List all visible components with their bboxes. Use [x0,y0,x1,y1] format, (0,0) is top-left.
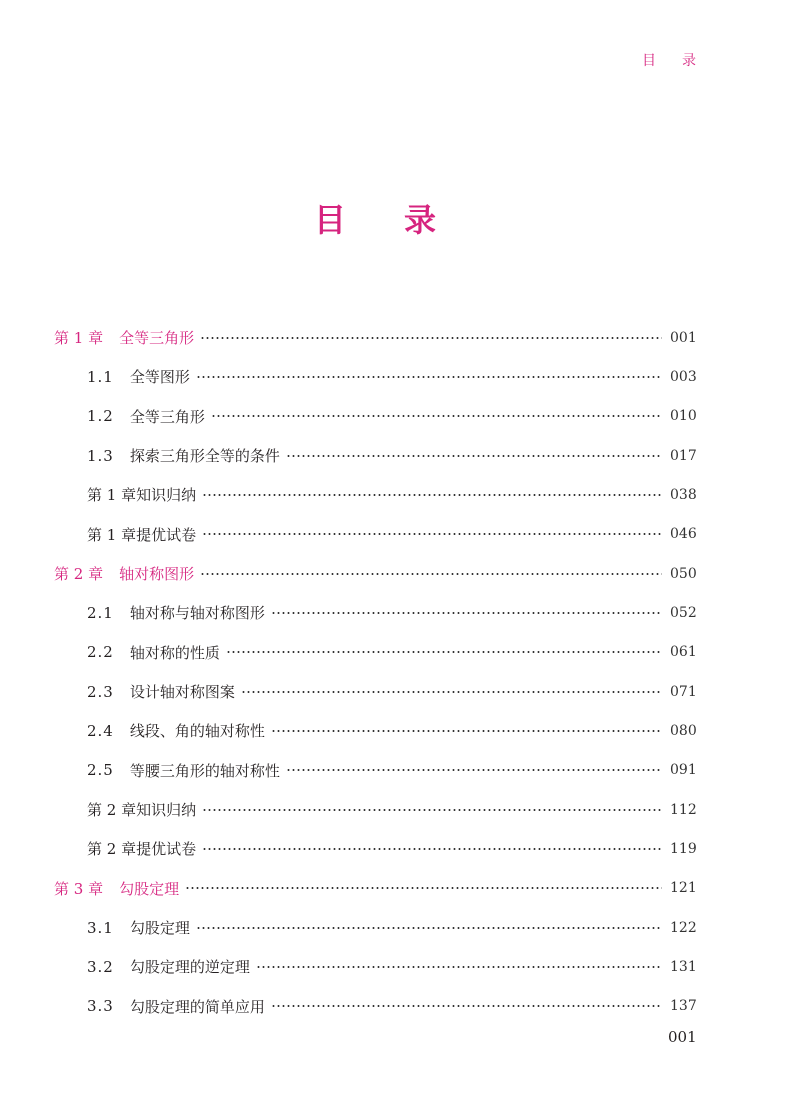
running-header [642,50,696,70]
section-number: 1.1 [87,367,114,386]
toc-page-number: 061 [670,644,697,661]
toc-entry-section[interactable] [54,908,696,947]
toc-entry-section[interactable] [54,357,696,396]
toc-page-number: 001 [670,329,697,346]
summary-title: 第 1 章提优试卷 [87,525,197,544]
section-number: 3.2 [87,957,114,976]
toc-entry-label [87,524,196,545]
section-title: 等腰三角形的轴对称性 [129,761,280,780]
toc-page-number: 137 [670,998,697,1015]
toc-entry-label [87,838,196,859]
dot-leader [196,922,662,934]
dot-leader [241,686,662,698]
page-title [314,195,436,241]
section-title: 探索三角形全等的条件 [129,447,280,466]
toc-entry-label [87,642,220,663]
toc-entry-section[interactable] [54,593,696,632]
toc-page-number: 046 [670,526,697,543]
page-title-char-1: 目 [314,201,347,239]
toc-page-number: 131 [670,958,697,975]
summary-title: 第 2 章提优试卷 [87,840,197,859]
dot-leader [271,607,662,619]
toc-page-number: 112 [670,801,697,818]
section-title: 线段、角的轴对称性 [129,722,265,741]
toc-page-number: 003 [670,368,697,385]
dot-leader [202,489,662,501]
toc-entry-label [87,956,250,977]
toc-entry-label [87,917,190,938]
toc-entry-chapter[interactable] [54,318,696,357]
dot-leader [200,332,662,344]
toc-page-number: 017 [670,447,697,464]
section-number: 2.4 [87,721,114,740]
dot-leader [271,725,662,737]
section-number: 2.3 [87,682,114,701]
section-title: 轴对称的性质 [129,643,220,662]
section-title: 设计轴对称图案 [129,683,235,702]
summary-title: 第 1 章知识归纳 [87,486,197,505]
dot-leader [286,764,662,776]
toc-entry-summary[interactable] [54,515,696,554]
toc-page-number: 071 [670,683,697,700]
toc-entry-label [54,878,179,899]
section-number: 2.1 [87,603,114,622]
toc-entry-section[interactable] [54,436,696,475]
page-number: 001 [668,1028,697,1046]
toc-entry-label [87,720,265,741]
toc-page-number: 121 [670,880,697,897]
toc-page-number: 080 [670,722,697,739]
toc-entry-label [54,563,194,584]
section-number: 3.3 [87,997,114,1016]
section-title: 全等图形 [129,368,190,387]
toc-page-number: 091 [670,762,697,779]
toc-entry-label [87,996,265,1017]
toc-entry-section[interactable] [54,397,696,436]
section-title: 全等三角形 [129,407,205,426]
dot-leader [200,568,662,580]
toc-entry-label [87,484,196,505]
section-number: 1.3 [87,446,114,465]
toc-entry-label [87,445,280,466]
toc-page-number: 038 [670,486,697,503]
toc-page-number: 052 [670,604,697,621]
toc-entry-label [87,799,196,820]
toc-entry-section[interactable] [54,947,696,986]
running-header-char-1: 目 [642,53,656,69]
dot-leader [202,528,662,540]
toc-entry-label [87,681,235,702]
summary-title: 第 2 章知识归纳 [87,801,197,820]
chapter-title: 勾股定理 [119,879,180,898]
dot-leader [286,450,662,462]
toc-entry-label [87,406,205,427]
dot-leader [202,804,662,816]
chapter-title: 全等三角形 [119,329,195,348]
dot-leader [202,843,662,855]
chapter-number: 第 2 章 [54,565,104,584]
chapter-number: 第 3 章 [54,879,104,898]
page-title-char-2: 录 [404,201,437,239]
chapter-title: 轴对称图形 [119,565,195,584]
section-number: 2.5 [87,761,114,780]
dot-leader [226,646,662,658]
chapter-number: 第 1 章 [54,329,104,348]
toc-page-number: 050 [670,565,697,582]
dot-leader [256,961,662,973]
toc-entry-label [87,760,280,781]
toc-entry-summary[interactable] [54,790,696,829]
toc-page-number: 010 [670,408,697,425]
dot-leader [185,882,662,894]
toc-entry-label [54,327,194,348]
toc-page-number: 119 [670,840,697,857]
section-title: 轴对称与轴对称图形 [129,604,265,623]
dot-leader [271,1000,662,1012]
table-of-contents [54,318,696,1026]
section-number: 1.2 [87,407,114,426]
toc-entry-section[interactable] [54,751,696,790]
toc-entry-section[interactable] [54,711,696,750]
toc-entry-section[interactable] [54,672,696,711]
dot-leader [211,410,662,422]
toc-entry-summary[interactable] [54,475,696,514]
toc-entry-label [87,366,190,387]
toc-entry-summary[interactable] [54,829,696,868]
running-header-char-2: 录 [682,53,696,69]
section-number: 3.1 [87,918,114,937]
dot-leader [196,371,662,383]
section-number: 2.2 [87,643,114,662]
section-title: 勾股定理的逆定理 [129,958,250,977]
toc-entry-section[interactable] [54,987,696,1026]
toc-entry-section[interactable] [54,633,696,672]
toc-entry-chapter[interactable] [54,554,696,593]
section-title: 勾股定理的简单应用 [129,997,265,1016]
toc-page-number: 122 [670,919,697,936]
toc-entry-label [87,602,265,623]
section-title: 勾股定理 [129,919,190,938]
toc-entry-chapter[interactable] [54,869,696,908]
